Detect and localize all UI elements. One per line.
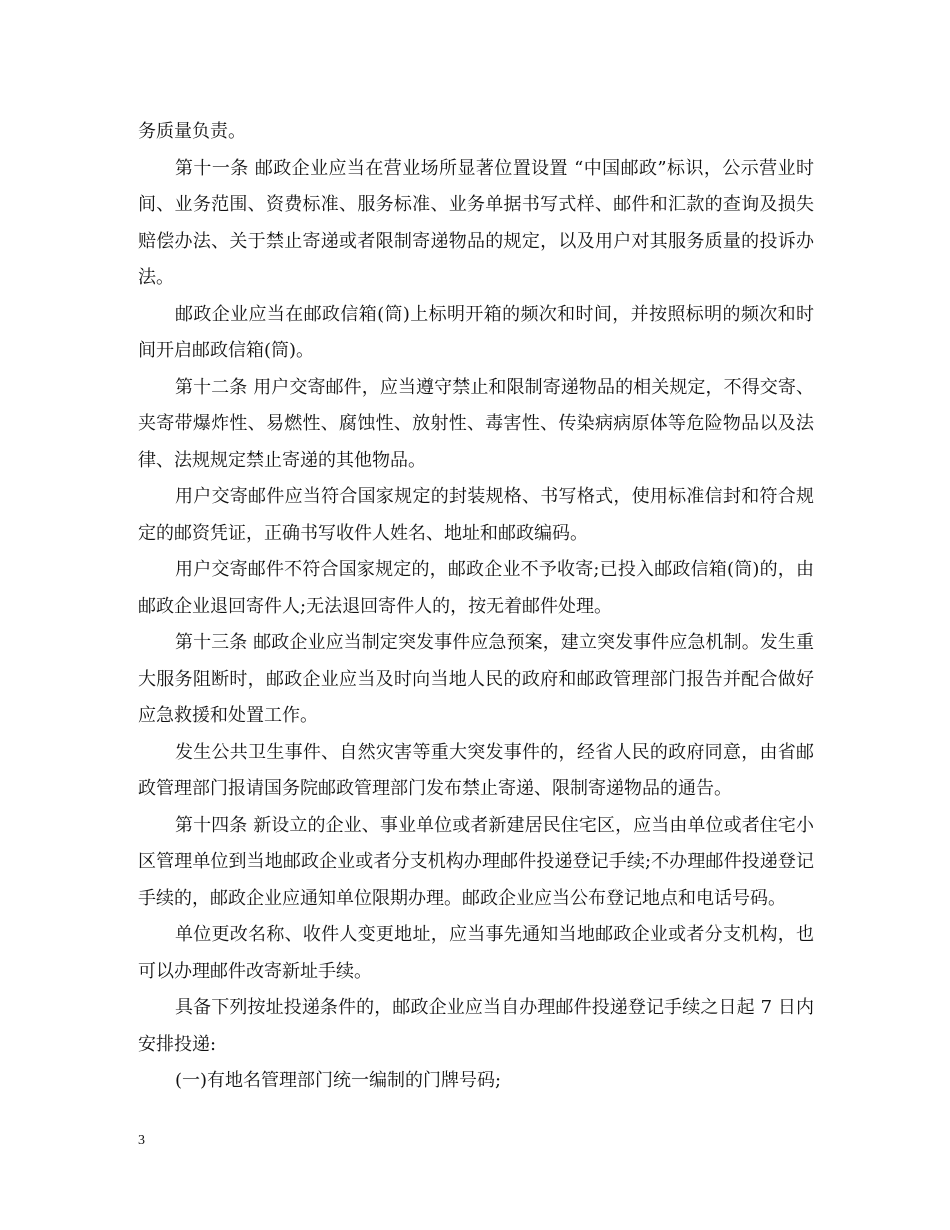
paragraph: 发生公共卫生事件、自然灾害等重大突发事件的，经省人民的政府同意，由省邮政管理部门报请国务院邮政管理部门发布禁止寄递、限制寄递物品的通告。 xyxy=(138,741,814,799)
paragraph: 第十四条 新设立的企业、事业单位或者新建居民住宅区，应当由单位或者住宅小区管理单位到当地邮政企业或者分支机构办理邮件投递登记手续;不办理邮件投递登记手续的，邮政企业应通知单位限期办理。邮政企业应当公布登记地点和电话号码。 xyxy=(138,814,814,909)
paragraph: (一)有地名管理部门统一编制的门牌号码; xyxy=(175,1070,502,1091)
paragraph: 用户交寄邮件应当符合国家规定的封装规格、书写格式，使用标准信封和符合规定的邮资凭证，正确书写收件人姓名、地址和邮政编码。 xyxy=(138,486,814,544)
paragraph: 务质量负责。 xyxy=(138,121,246,142)
paragraph: 具备下列按址投递条件的，邮政企业应当自办理邮件投递登记手续之日起 7 日内安排投递: xyxy=(138,997,814,1055)
paragraph: 单位更改名称、收件人变更地址，应当事先通知当地邮政企业或者分支机构，也可以办理邮件改寄新址手续。 xyxy=(138,924,814,982)
paragraph: 第十三条 邮政企业应当制定突发事件应急预案，建立突发事件应急机制。发生重大服务阻断时，邮政企业应当及时向当地人民的政府和邮政管理部门报告并配合做好应急救援和处置工作。 xyxy=(138,632,814,726)
document-body xyxy=(138,114,814,1100)
paragraph: 用户交寄邮件不符合国家规定的，邮政企业不予收寄;已投入邮政信箱(筒)的，由邮政企业退回寄件人;无法退回寄件人的，按无着邮件处理。 xyxy=(138,559,814,617)
page-number: 3 xyxy=(138,1133,145,1148)
paragraph: 第十二条 用户交寄邮件，应当遵守禁止和限制寄递物品的相关规定，不得交寄、夹寄带爆炸性、易燃性、腐蚀性、放射性、毒害性、传染病病原体等危险物品以及法律、法规规定禁止寄递的其他物品。 xyxy=(138,376,814,471)
paragraph: 邮政企业应当在邮政信箱(筒)上标明开箱的频次和时间，并按照标明的频次和时间开启邮政信箱(筒)。 xyxy=(138,303,814,361)
paragraph: 第十一条 邮政企业应当在营业场所显著位置设置 “中国邮政”标识，公示营业时间、业务范围、资费标准、服务标准、业务单据书写式样、邮件和汇款的查询及损失赔偿办法、关于禁止寄递或者限制寄递物品的规定，以及用户对其服务质量的投诉办法。 xyxy=(138,157,814,288)
